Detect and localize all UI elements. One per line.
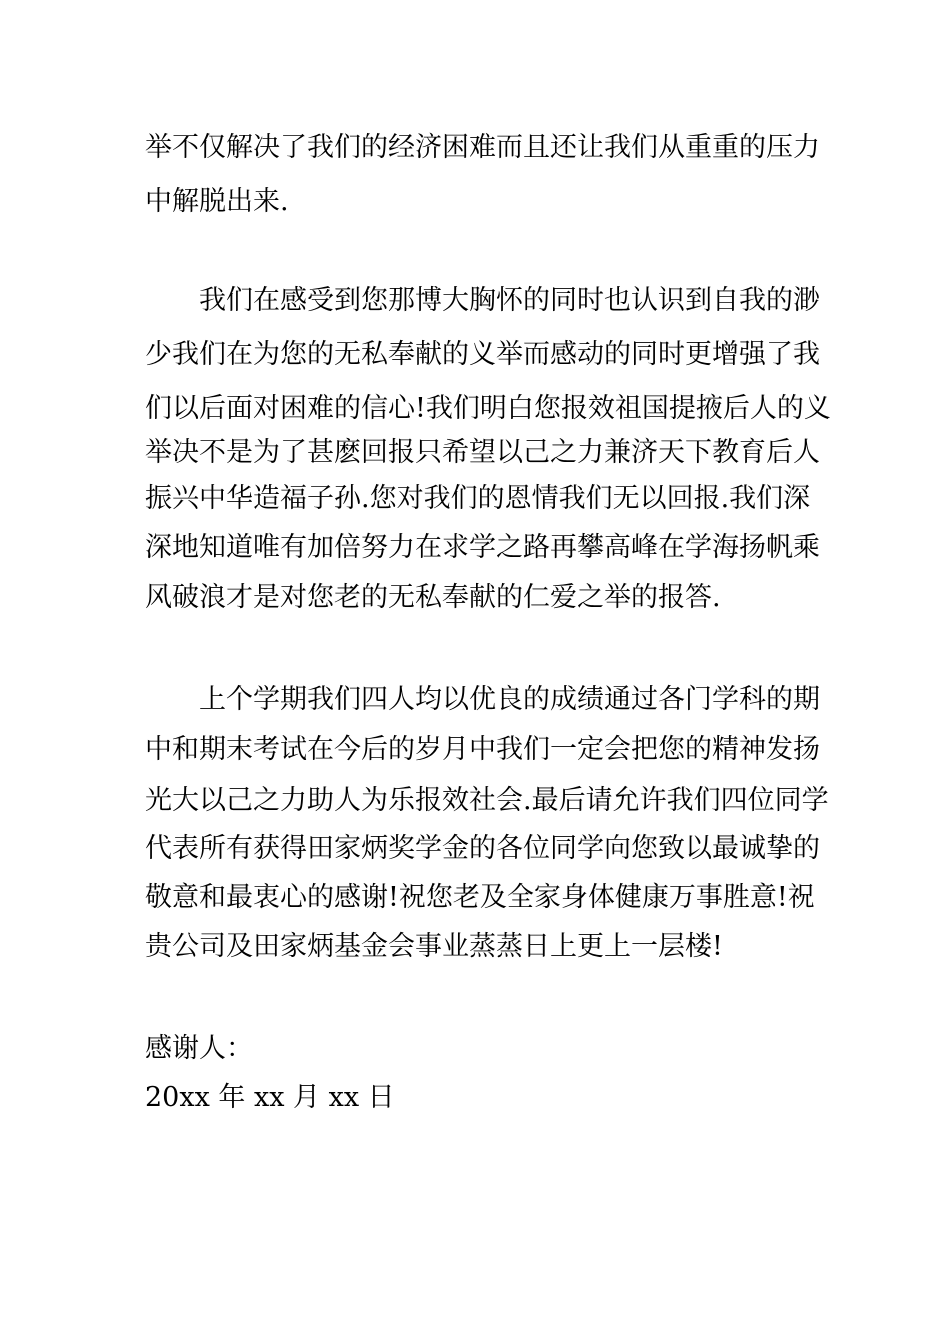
paragraph-3-line-5: 敬意和最衷心的感谢!祝您老及全家身体健康万事胜意!祝 (145, 882, 815, 913)
paragraph-3-line-3: 光大以己之力助人为乐报效社会.最后请允许我们四位同学 (145, 785, 829, 816)
paragraph-3-line-6: 贵公司及田家炳基金会事业蒸蒸日上更上一层楼! (145, 931, 723, 962)
paragraph-2-line-7: 风破浪才是对您老的无私奉献的仁爱之举的报答. (145, 582, 721, 613)
paragraph-2-line-4: 举决不是为了甚麽回报只希望以己之力兼济天下教育后人 (145, 437, 820, 468)
paragraph-2-line-1: 我们在感受到您那博大胸怀的同时也认识到自我的渺 (199, 285, 820, 316)
paragraph-1-line-1: 举不仅解决了我们的经济困难而且还让我们从重重的压力 (145, 132, 820, 163)
paragraph-2-line-2: 少我们在为您的无私奉献的义举而感动的同时更增强了我 (145, 339, 820, 370)
paragraph-3-line-2: 中和期末考试在今后的岁月中我们一定会把您的精神发扬 (145, 734, 820, 765)
paragraph-2-line-3: 们以后面对困难的信心!我们明白您报效祖国提掖后人的义 (145, 393, 831, 424)
paragraph-3-line-4: 代表所有获得田家炳奖学金的各位同学向您致以最诚挚的 (145, 833, 820, 864)
signature-label: 感谢人： (145, 1033, 253, 1064)
paragraph-2-line-5: 振兴中华造福子孙.您对我们的恩情我们无以回报.我们深 (145, 483, 811, 514)
date-line: 20xx 年 xx 月 xx 日 (145, 1082, 395, 1113)
paragraph-3-line-1: 上个学期我们四人均以优良的成绩通过各门学科的期 (199, 684, 820, 715)
paragraph-2-line-6: 深地知道唯有加倍努力在求学之路再攀高峰在学海扬帆乘 (145, 532, 820, 563)
paragraph-1-line-2: 中解脱出来. (145, 186, 289, 217)
